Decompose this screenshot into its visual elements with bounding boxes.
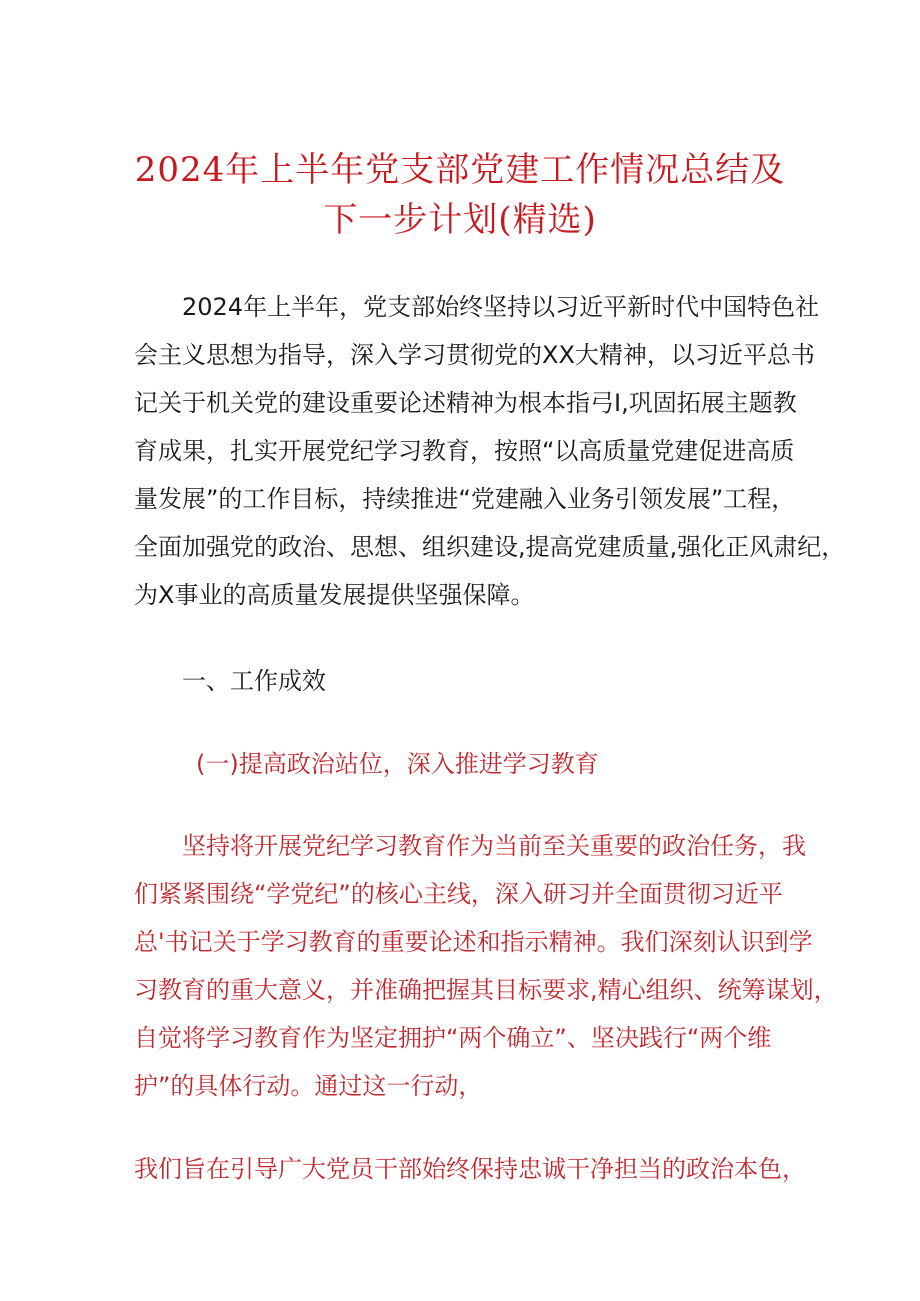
body-line-7: 我们旨在引导广大党员干部始终保持忠诚干净担当的政治本色， [134, 1155, 806, 1183]
body-line-4: 习教育的重大意义，并准确把握其目标要求,精心组织、统筹谋划， [134, 976, 838, 1004]
subsection-heading: (一)提高政治站位，深入推进学习教育 [196, 750, 599, 778]
body-line-6: 护”的具体行动。通过这一行动， [134, 1072, 483, 1100]
intro-line-2: 会主义思想为指导，深入学习贯彻党的XX大精神，以习近平总书 [134, 341, 815, 369]
body-line-3: 总'书记关于学习教育的重要论述和指示精神。我们深刻认识到学 [134, 928, 813, 956]
intro-line-7: 为X事业的高质量发展提供坚强保障。 [134, 581, 535, 609]
section-heading: 一、工作成效 [182, 667, 326, 695]
body-line-1: 坚持将开展党纪学习教育作为当前至关重要的政治任务，我 [182, 832, 806, 860]
intro-line-6: 全面加强党的政治、思想、组织建设,提高党建质量,强化正风肃纪， [134, 533, 846, 561]
intro-line-4: 育成果，扎实开展党纪学习教育，按照“以高质量党建促进高质 [134, 437, 795, 465]
body-line-2: 们紧紧围绕“学党纪”的核心主线，深入研习并全面贯彻习近平 [134, 880, 783, 908]
document-title-line-2: 下一步计划(精选) [323, 200, 597, 240]
body-line-5: 自觉将学习教育作为坚定拥护“两个确立”、坚决践行“两个维 [134, 1024, 772, 1052]
intro-line-1: 2024年上半年，党支部始终坚持以习近平新时代中国特色社 [182, 293, 820, 321]
document-title-line-1: 2024年上半年党支部党建工作情况总结及 [134, 150, 786, 190]
intro-line-5: 量发展”的工作目标，持续推进“党建融入业务引领发展”工程， [134, 485, 796, 513]
intro-line-3: 记关于机关党的建设重要论述精神为根本指弓I,巩固拓展主题教 [134, 389, 797, 417]
